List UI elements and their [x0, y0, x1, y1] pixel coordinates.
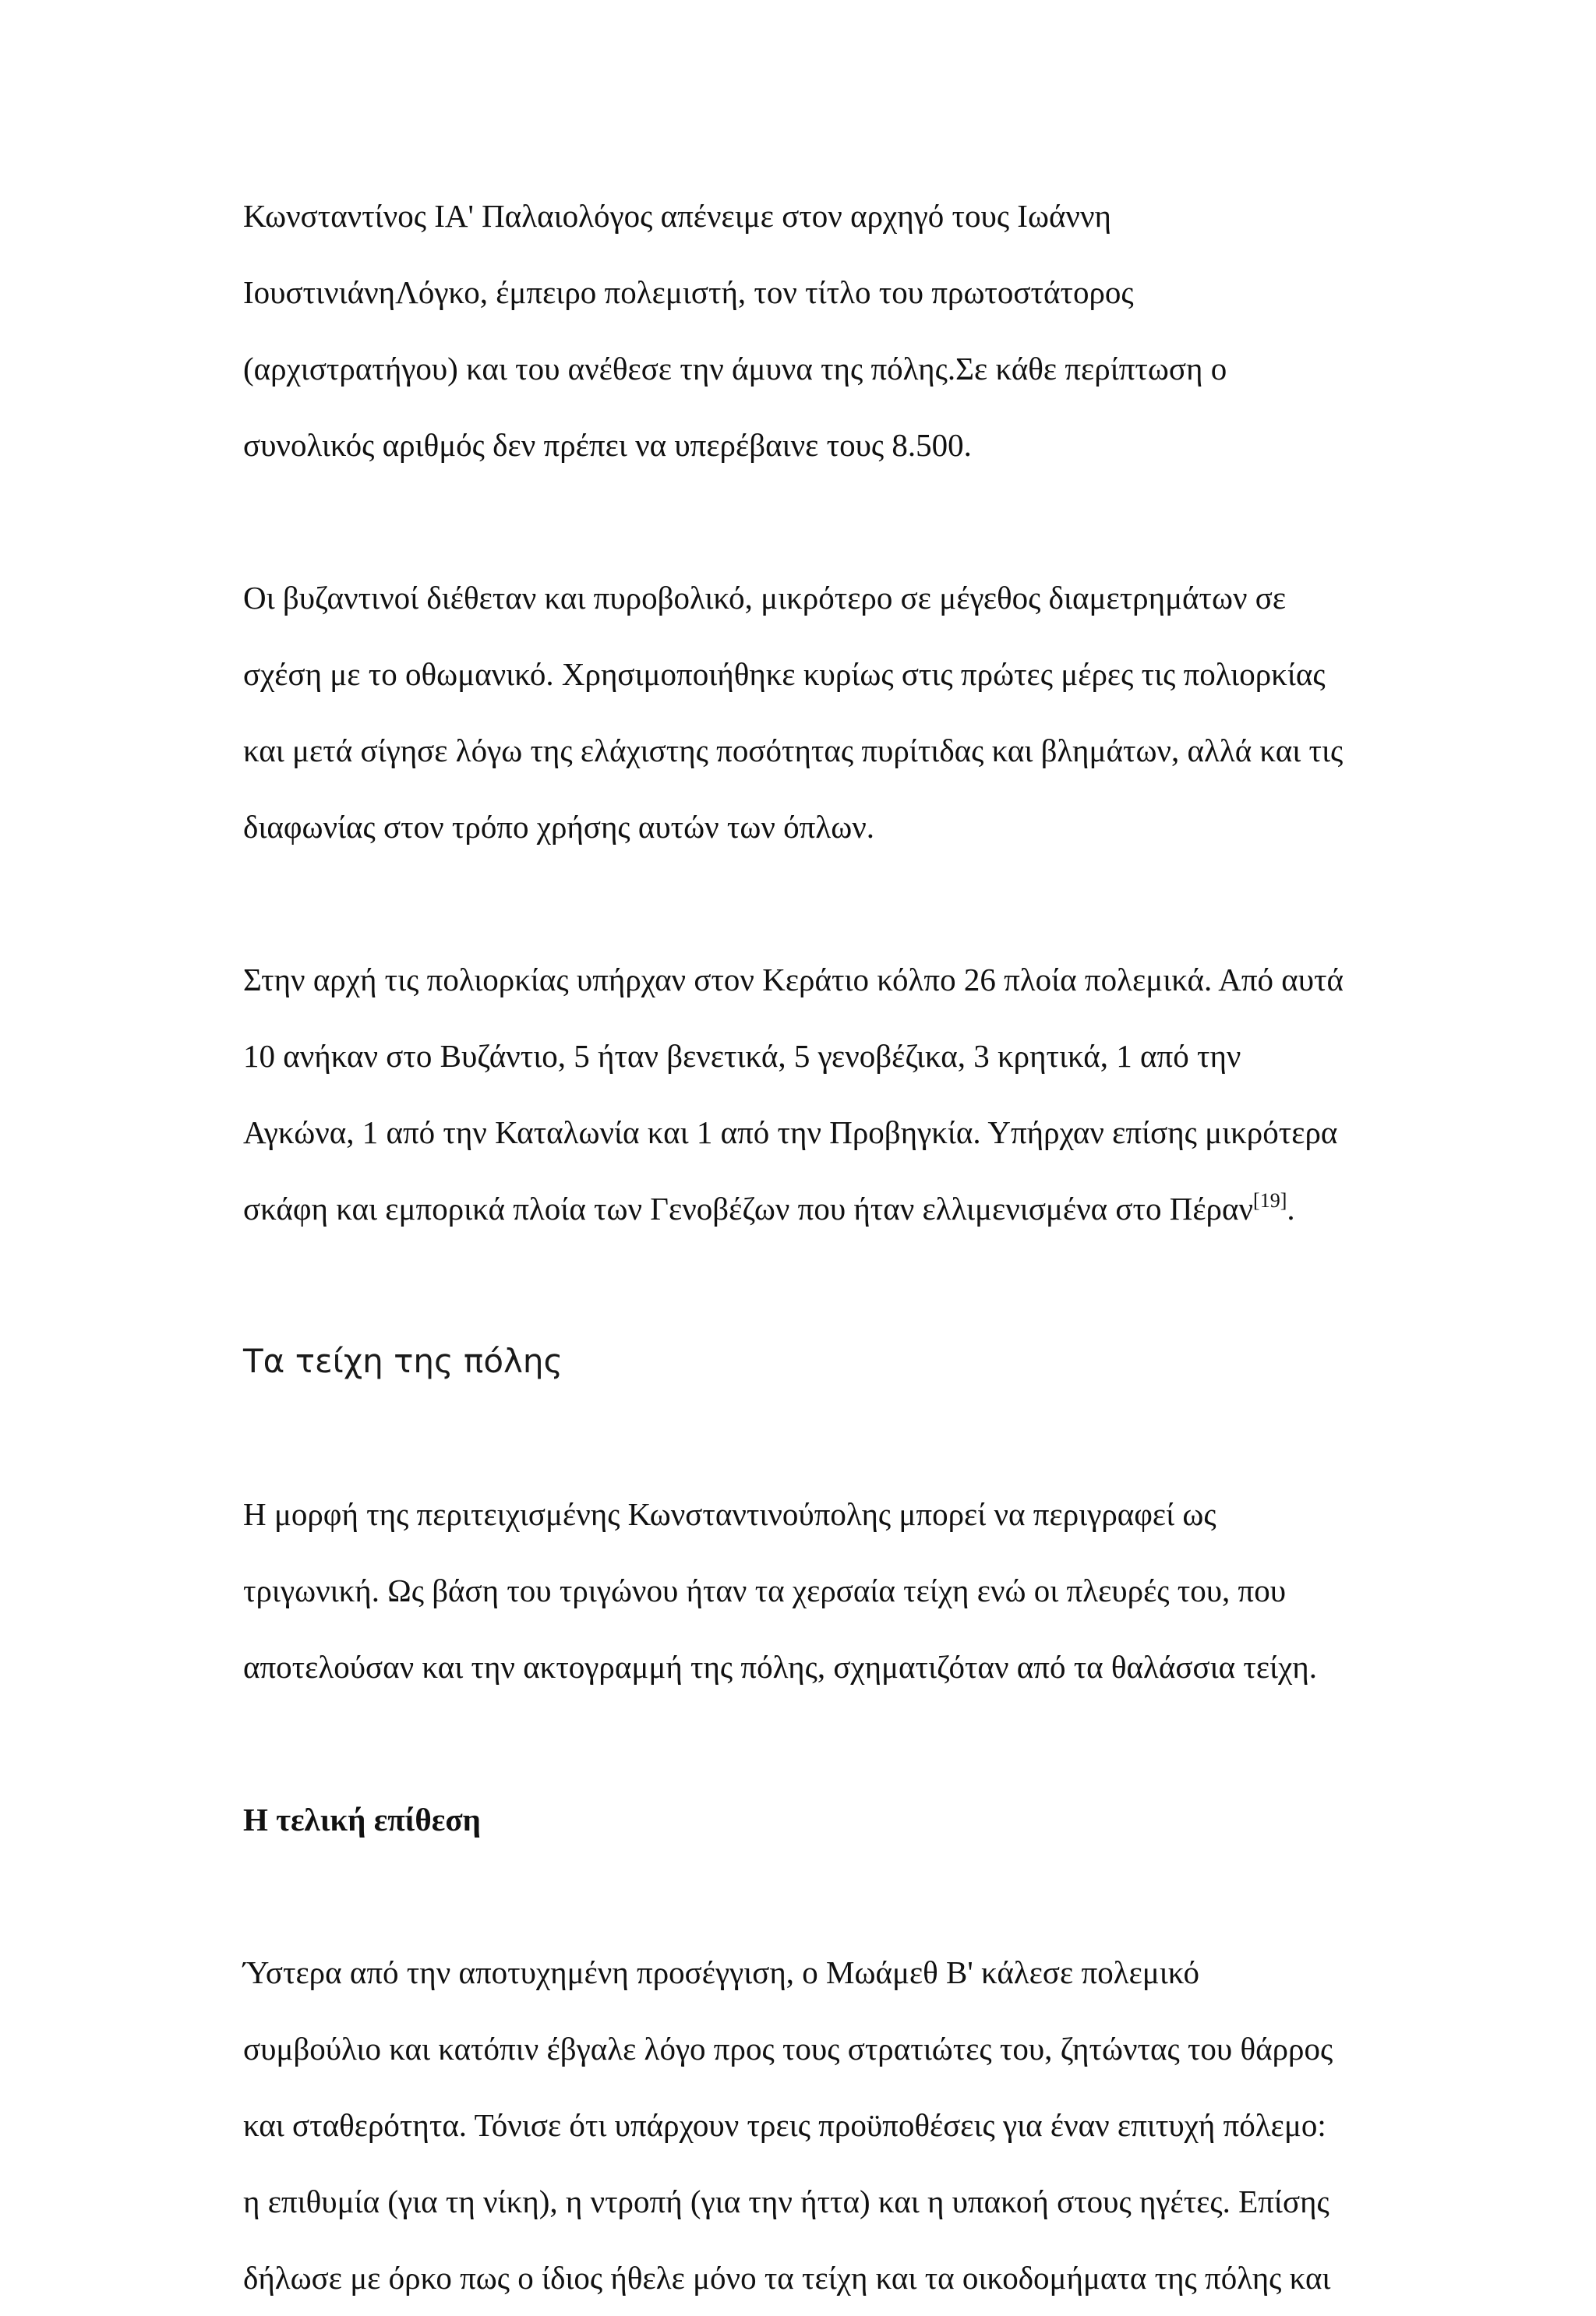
text-line: σχέση με το οθωμανικό. Χρησιμοποιήθηκε κυρίως στις πρώτες μέρες τις πολιορκίας	[243, 656, 1326, 692]
text-line: Στην αρχή τις πολιορκίας υπήρχαν στον Κεράτιο κόλπο 26 πλοία πολεμικά. Από αυτά	[243, 962, 1344, 997]
text-line: Οι βυζαντινοί διέθεταν και πυροβολικό, μικρότερο σε μέγεθος διαμετρημάτων σε	[243, 580, 1287, 616]
text-line: σκάφη και εμπορικά πλοία των Γενοβέζων που ήταν ελλιμενισμένα στο Πέραν	[243, 1191, 1254, 1227]
paragraph-final-attack	[243, 1934, 1389, 2316]
paragraph-defense-command	[243, 178, 1389, 483]
text-line: ΙουστινιάνηΛόγκο, έμπειρο πολεμιστή, τον τίτλο του πρωτοστάτορος	[243, 274, 1134, 310]
text-line: τριγωνική. Ως βάση του τριγώνου ήταν τα χερσαία τείχη ενώ οι πλευρές του, που	[243, 1573, 1287, 1608]
section-heading-final-attack: Η τελική επίθεση	[243, 1802, 481, 1838]
paragraph-artillery	[243, 560, 1389, 865]
sentence-end: .	[1287, 1191, 1295, 1227]
text-line: συνολικός αριθμός δεν πρέπει να υπερέβαινε τους 8.500.	[243, 427, 972, 463]
text-line: η επιθυμία (για τη νίκη), η ντροπή (για την ήττα) και η υπακοή στους ηγέτες. Επίσης	[243, 2184, 1329, 2219]
text-line: Ύστερα από την αποτυχημένη προσέγγιση, ο Μωάμεθ Β' κάλεσε πολεμικό	[243, 1954, 1200, 1990]
reference-link[interactable]: [19]	[1253, 1189, 1287, 1212]
text-line: (αρχιστρατήγου) και του ανέθεσε την άμυνα της πόλης.Σε κάθε περίπτωση ο	[243, 351, 1227, 387]
text-line: και σταθερότητα. Τόνισε ότι υπάρχουν τρεις προϋποθέσεις για έναν επιτυχή πόλεμο:	[243, 2107, 1326, 2143]
text-line: 10 ανήκαν στο Βυζάντιο, 5 ήταν βενετικά, 5 γενοβέζικα, 3 κρητικά, 1 από την	[243, 1038, 1241, 1074]
paragraph-spacer	[243, 1247, 1389, 1323]
text-line: δήλωσε με όρκο πως ο ίδιος ήθελε μόνο τα τείχη και τα οικοδομήματα της πόλης και	[243, 2260, 1331, 2296]
section-heading-walls: Τα τείχη της πόλης	[243, 1342, 563, 1380]
paragraph-spacer	[243, 865, 1389, 941]
text-line: Αγκώνα, 1 από την Καταλωνία και 1 από την Προβηγκία. Υπήρχαν επίσης μικρότερα	[243, 1114, 1338, 1150]
text-line: Η μορφή της περιτειχισμένης Κωνσταντινούπολης μπορεί να περιγραφεί ως	[243, 1496, 1216, 1532]
text-line-with-reference	[243, 1170, 1389, 1247]
text-line: συμβούλιο και κατόπιν έβγαλε λόγο προς τους στρατιώτες του, ζητώντας του θάρρος	[243, 2031, 1333, 2067]
document-page	[243, 178, 1389, 2316]
paragraph-walls	[243, 1476, 1389, 1705]
text-line: διαφωνίας στον τρόπο χρήσης αυτών των όπλων.	[243, 809, 875, 845]
paragraph-spacer	[243, 1705, 1389, 1781]
paragraph-spacer	[243, 1858, 1389, 1934]
text-line: και μετά σίγησε λόγω της ελάχιστης ποσότητας πυρίτιδας και βλημάτων, αλλά και τις	[243, 733, 1344, 768]
paragraph-spacer	[243, 483, 1389, 560]
text-line: αποτελούσαν και την ακτογραμμή της πόλης, σχηματιζόταν από τα θαλάσσια τείχη.	[243, 1649, 1317, 1685]
text-line: Κωνσταντίνος ΙΑ' Παλαιολόγος απένειμε στον αρχηγό τους Ιωάννη	[243, 198, 1111, 234]
paragraph-spacer	[243, 1400, 1389, 1476]
paragraph-fleet	[243, 941, 1389, 1247]
